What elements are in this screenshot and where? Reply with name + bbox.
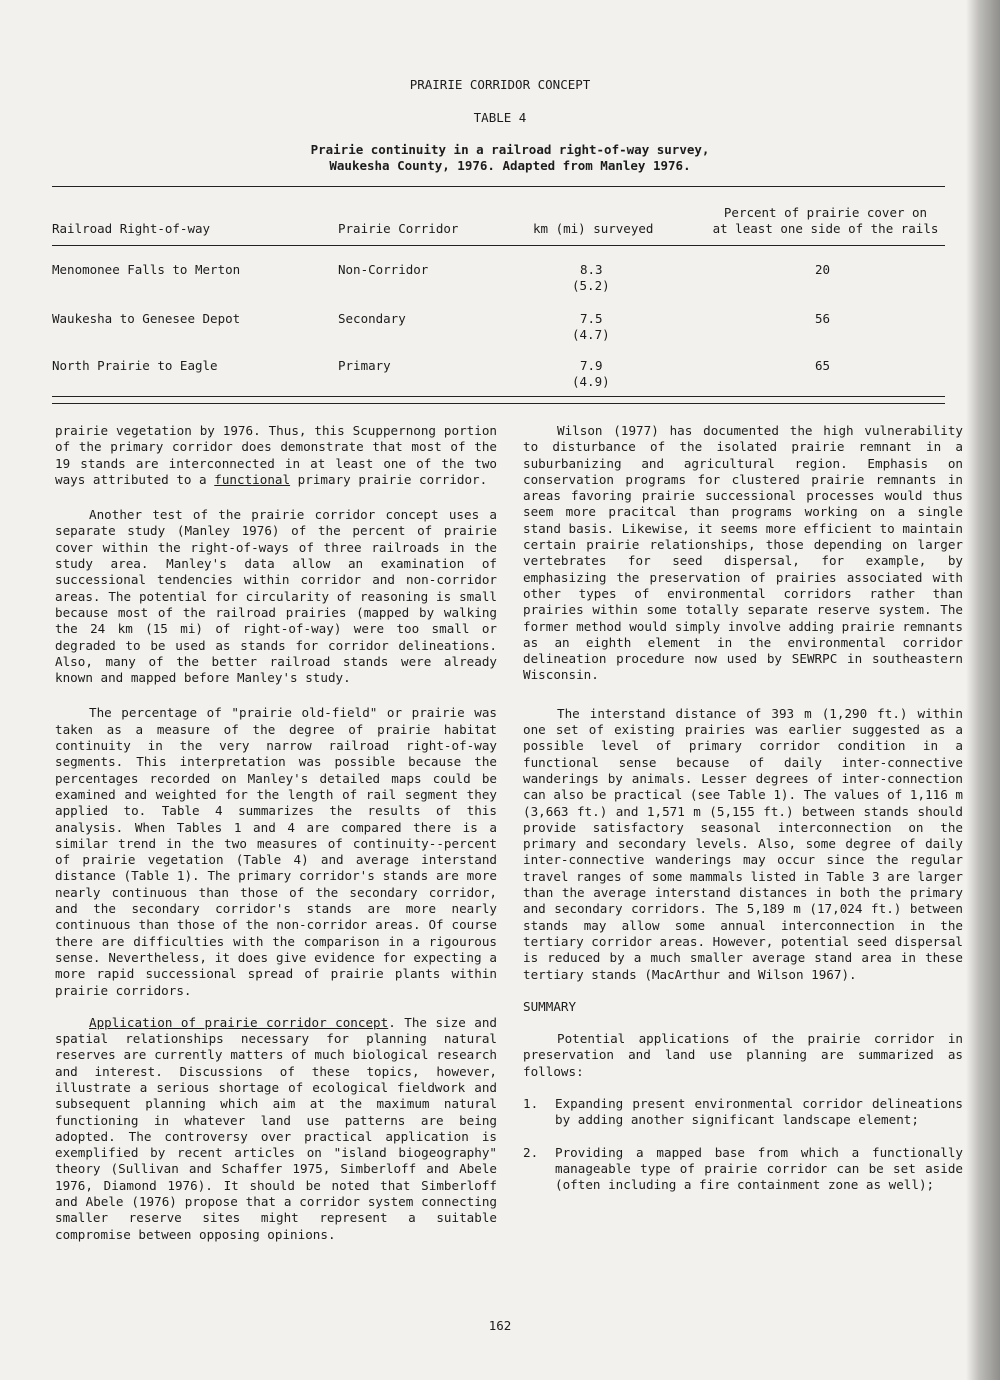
summary-intro: Potential applications of the prairie corridor in preservation and land use planning are summarized as follows: (523, 1031, 963, 1079)
summary-item-1-text: Expanding present environmental corridor delineations by adding another significant landscape element; (555, 1095, 963, 1128)
left-p1-end: primary prairie corridor. (297, 471, 488, 487)
left-p1-underlined: functional (214, 471, 291, 487)
summary-item-2-number: 2. (523, 1144, 539, 1160)
row-2-percent: 56 (815, 311, 831, 326)
row-3-mi: (4.9) (572, 374, 610, 389)
application-heading: Application of prairie corridor concept (89, 1014, 389, 1030)
left-column (55, 423, 497, 1243)
left-p4-text: The size and spatial relationships necessary for planning natural reserves are currently matters of much biological research and interest. Discussions of these topics, however, illustrate a serious shortage of ecological fieldwork and subsequent planning which aim at the maximum natural functioning in whatever land use patterns are being adopted. The controversy over practical application is exemplified by recent articles on "island biogeography" theory (Sullivan and Schaffer 1975, Simberloff and Abele 1976, Diamond 1976). It should be noted that Simberloff and Abele (1976) propose that a corridor system connecting smaller reserve sites might represent a suitable compromise between opposing opinions. (55, 1014, 497, 1242)
header-percent-line-2: at least one side of the rails (712, 221, 939, 236)
right-paragraph-2: The interstand distance of 393 m (1,290 ft.) within one set of existing prairies was earlier suggested as a possible level of primary corridor condition in a functional sense because of daily inter-connective wanderings by animals. Lesser degrees of inter-connection can also be practical (see Table 1). The values of 1,116 m (3,663 ft.) and 1,571 m (5,155 ft.) between stands should provide satisfactory seasonal interconnection on the primary and secondary levels. Also, some degree of daily inter-connective wanderings may occur since the regular travel ranges of some mammals listed in Table 3 are larger than the average interstand distances in both the primary and secondary corridors. The 5,189 m (17,024 ft.) between stands may allow some annual interconnection in the tertiary corridor areas. However, potential seed dispersal is reduced by a much smaller average stand area in these tertiary stands (MacArthur and Wilson 1967). (523, 705, 963, 982)
left-paragraph-1 (55, 423, 497, 488)
summary-item-2 (523, 1145, 963, 1194)
row-2-km: 7.5 (580, 311, 603, 326)
table-label: TABLE 4 (473, 110, 527, 125)
header-percent-line-1: Percent of prairie cover on (723, 205, 928, 220)
row-1-percent: 20 (815, 262, 831, 277)
table-caption-line-1: Prairie continuity in a railroad right-of-way survey, (310, 142, 710, 157)
row-1-km: 8.3 (580, 262, 603, 277)
right-column (523, 423, 963, 1193)
row-2-corridor: Secondary (338, 311, 406, 326)
left-p1-text: prairie vegetation by 1976. Thus, this Scuppernong portion of the primary corridor does demonstrate that most of the 19 stands are interconnected in at least one of the two ways attributed to a (55, 423, 497, 487)
row-3-segment: North Prairie to Eagle (52, 358, 218, 373)
table-caption (250, 142, 770, 174)
summary-heading: SUMMARY (523, 998, 577, 1014)
row-1-mi: (5.2) (572, 278, 610, 293)
header-percent-prairie-cover (703, 205, 948, 237)
table-top-rule (52, 186, 945, 187)
row-2-mi: (4.7) (572, 327, 610, 342)
row-1-corridor: Non-Corridor (338, 262, 429, 277)
left-paragraph-2: Another test of the prairie corridor concept uses a separate study (Manley 1976) of the percent of prairie cover within the right-of-ways of three railroads in the study area. Manley's data allow an examination of successional tendencies within corridor and non-corridor areas. The potential for circularity of reasoning is small because most of the railroad prairies (mapped by walking the 24 km (15 mi) of right-of-way) were too small or degraded to be used as stands for corridor delineations. Also, many of the better railroad stands were already known and mapped before Manley's study. (55, 507, 497, 686)
row-3-corridor: Primary (338, 358, 391, 373)
summary-item-1-number: 1. (523, 1095, 539, 1111)
row-3-km: 7.9 (580, 358, 603, 373)
left-paragraph-3: The percentage of "prairie old-field" or prairie was taken as a measure of the degree of prairie habitat continuity in the very narrow railroad right-of-way segments. This interpretation was possible because the percentages recorded on Manley's detailed maps could be examined and weighted for the length of rail segment they applied to. Table 4 summarizes the results of this analysis. When Tables 1 and 4 are compared there is a similar trend in the two measures of continuity--percent of prairie vegetation (Table 4) and average interstand distance (Table 1). The primary corridor's stands are more nearly continuous than those of the secondary corridor, and the secondary corridor's stands are more nearly continuous than those of the non-corridor areas. Of course there are difficulties with the comparison in a rigourous sense. Nevertheless, it does give evidence for expecting a more rapid successional spread of prairie plants within prairie corridors. (55, 705, 497, 998)
page-title: PRAIRIE CORRIDOR CONCEPT (409, 77, 591, 92)
row-1-segment: Menomonee Falls to Merton (52, 262, 241, 277)
header-prairie-corridor: Prairie Corridor (338, 221, 459, 236)
summary-item-2-text: Providing a mapped base from which a functionally manageable type of prairie corridor can be set aside (often including a fire containment zone as well); (555, 1144, 963, 1193)
row-3-percent: 65 (815, 358, 831, 373)
table-header-rule (52, 245, 945, 246)
header-km-surveyed: km (mi) surveyed (533, 221, 654, 236)
table-bottom-rule-1 (52, 396, 945, 397)
row-2-segment: Waukesha to Genesee Depot (52, 311, 241, 326)
page-number: 162 (488, 1318, 512, 1333)
table-caption-line-2: Waukesha County, 1976. Adapted from Manley 1976. (329, 158, 691, 173)
summary-item-1 (523, 1096, 963, 1129)
header-railroad-right-of-way: Railroad Right-of-way (52, 221, 211, 236)
left-paragraph-4: Application of prairie corridor concept. The size and spatial relationships necessary for planning natural reserves are currently matters of much biological research and interest. Discussions of these topics, however, illustrate a serious shortage of ecological fieldwork and subsequent planning which aim at the maximum natural functioning in whatever land use patterns are being adopted. The controversy over practical application is exemplified by recent articles on "island biogeography" theory (Sullivan and Schaffer 1975, Simberloff and Abele 1976, Diamond 1976). It should be noted that Simberloff and Abele (1976) propose that a corridor system connecting smaller reserve sites might represent a suitable compromise between opposing opinions. (55, 1014, 497, 1242)
table-bottom-rule-2 (52, 403, 945, 404)
right-paragraph-1: Wilson (1977) has documented the high vulnerability to disturbance of the isolated prairie remnant in a suburbanizing and agricultural region. Emphasis on conservation programs for clustered prairie remnants in areas favoring prairie successional processes would thus seem more pracitcal than programs working on a single stand basis. Likewise, it seems more efficient to maintain certain prairie relationships, those depending on larger vertebrates for seed dispersal, for example, by emphasizing the preservation of prairies associated with other types of environmental corridors rather than prairies within some totally separate reserve system. The former method would simply involve adding prairie remnants as an eighth element in the environmental corridor delineation procedure now used by SEWRPC in southeastern Wisconsin. (523, 423, 963, 683)
book-spine-shadow (966, 0, 1000, 1380)
